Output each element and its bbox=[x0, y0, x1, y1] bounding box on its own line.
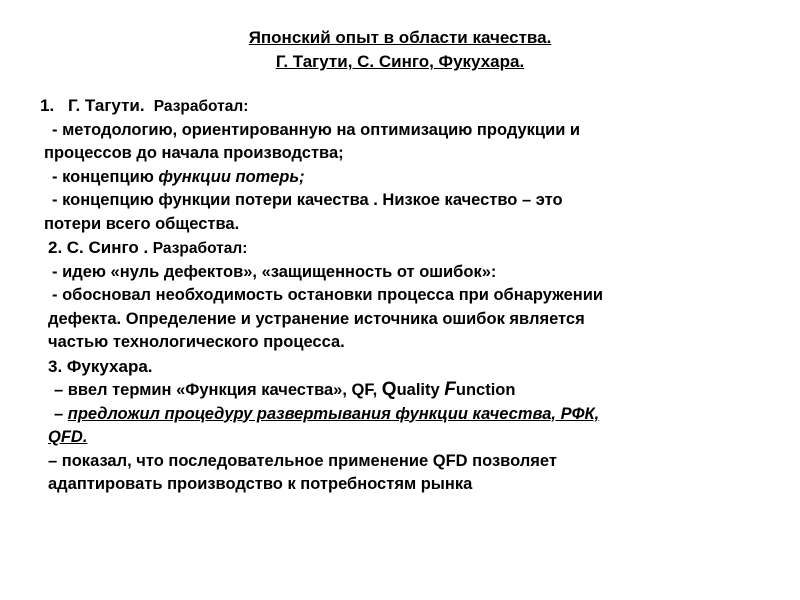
section-2-heading bbox=[40, 236, 760, 261]
title-line-1: Японский опыт в области качества. bbox=[248, 28, 552, 47]
section-1-number: 1. bbox=[40, 96, 55, 115]
section-3-line-1-f: F bbox=[444, 379, 456, 400]
section-3-line-3-underlined: QFD. bbox=[48, 428, 88, 446]
section-2-line-1: - идею «нуль дефектов», «защищенность от ошибок»: bbox=[52, 262, 497, 281]
section-1-line-3-italic: функции потерь; bbox=[158, 167, 305, 186]
section-2-line-2: - обосновал необходимость остановки процесса при обнаружении bbox=[52, 286, 604, 304]
section-3-line-5: адаптировать производство к потребностям рынка bbox=[48, 475, 473, 493]
section-3-line-2 bbox=[40, 403, 760, 427]
section-3-line-4: – показал, что последовательное применение QFD позволяет bbox=[48, 451, 557, 470]
section-3-line-2-underlined: предложил процедуру развертывания функции качества, РФК, bbox=[67, 404, 600, 423]
section-1-line-1: - методологию, ориентированную на оптимизацию продукции и bbox=[52, 120, 581, 139]
section-1-tail: Разработал: bbox=[153, 98, 249, 115]
section-3-line-1-mid: uality bbox=[396, 381, 445, 399]
section-1-line-2: процессов до начала производства; bbox=[44, 144, 344, 162]
section-1-heading bbox=[40, 94, 760, 119]
title-line-2: Г. Тагути, С. Синго, Фукухара. bbox=[275, 52, 525, 71]
section-1-name: Г. Тагути. bbox=[67, 96, 145, 115]
section-1-line-4: - концепцию функции потери качества . Низкое качество – это bbox=[52, 191, 563, 209]
section-2-number: 2. bbox=[48, 238, 63, 257]
section-1-line-3-text: - концепцию bbox=[52, 167, 159, 186]
section-3-line-1 bbox=[40, 378, 760, 403]
section-2-name: С. Синго . bbox=[66, 238, 149, 257]
slide-title bbox=[0, 26, 800, 74]
section-3-heading: 3. Фукухара. bbox=[48, 356, 153, 376]
section-1-line-5: потери всего общества. bbox=[44, 214, 240, 233]
slide-body bbox=[40, 94, 760, 497]
section-3-line-1-end: unction bbox=[455, 381, 516, 399]
section-3-line-3 bbox=[40, 426, 760, 450]
section-2-line-4: частью технологического процесса. bbox=[48, 333, 345, 351]
section-3-line-1-text: – ввел термин «Функция качества», QF, bbox=[54, 381, 382, 399]
section-3-line-1-q: Q bbox=[381, 379, 397, 400]
section-1-line-3 bbox=[40, 166, 760, 190]
section-2-line-3: дефекта. Определение и устранение источника ошибок является bbox=[48, 309, 585, 328]
section-2-tail: Разработал: bbox=[152, 240, 248, 257]
section-3-line-2-dash: – bbox=[54, 404, 68, 423]
